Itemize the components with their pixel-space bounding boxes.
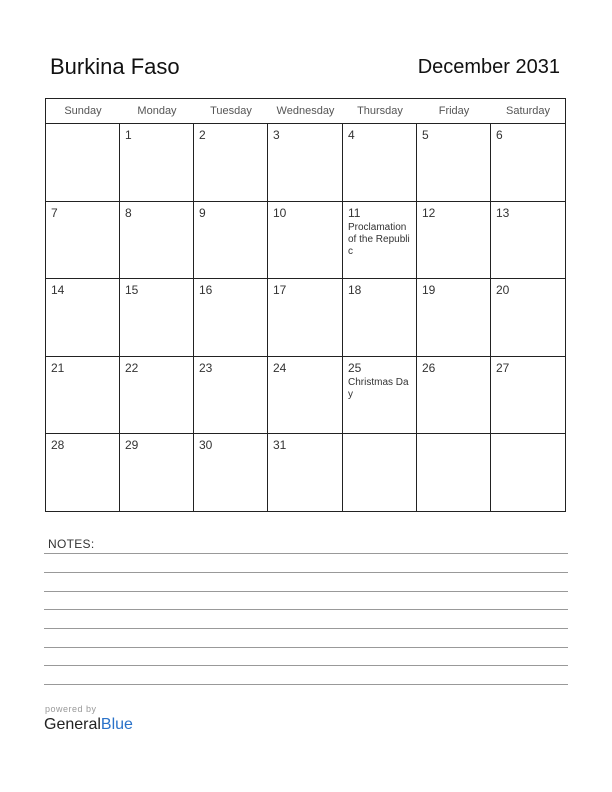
day-number: 16 <box>199 283 213 298</box>
calendar-days <box>46 124 565 512</box>
brand-logo <box>44 716 133 734</box>
holiday-label: Proclamation of the Republic <box>348 221 410 257</box>
day-cell <box>417 357 491 435</box>
day-number: 2 <box>199 128 206 142</box>
day-number: 25 <box>348 360 362 375</box>
day-number: 14 <box>51 283 65 298</box>
day-number: 28 <box>51 438 65 453</box>
day-number: 6 <box>496 128 503 142</box>
powered-by-text: powered by <box>45 704 97 714</box>
day-number: 18 <box>348 283 362 298</box>
day-number: 8 <box>125 205 132 220</box>
day-cell <box>46 202 120 280</box>
day-cell <box>268 434 343 512</box>
day-number: 31 <box>273 438 287 453</box>
weekday-label: Saturday <box>505 105 551 117</box>
note-line <box>44 553 568 554</box>
day-number: 9 <box>199 205 206 220</box>
calendar-country-title: Burkina Faso <box>50 54 180 79</box>
day-cell <box>120 357 194 435</box>
day-cell <box>491 202 565 280</box>
day-cell <box>343 434 417 512</box>
day-cell <box>343 124 417 202</box>
day-cell <box>194 357 268 435</box>
day-number: 11 <box>348 205 361 220</box>
day-number: 17 <box>273 283 287 298</box>
weekday-label: Thursday <box>357 105 403 117</box>
day-number: 3 <box>273 128 280 142</box>
day-cell <box>120 434 194 512</box>
day-cell <box>491 124 565 202</box>
weekday-label: Friday <box>438 105 470 117</box>
weekday-label: Tuesday <box>210 105 252 117</box>
day-number: 30 <box>199 438 213 453</box>
day-cell <box>417 124 491 202</box>
day-cell <box>46 279 120 357</box>
weekday-label: Wednesday <box>276 105 335 117</box>
day-cell <box>194 124 268 202</box>
day-cell <box>120 124 194 202</box>
day-number: 20 <box>496 283 510 298</box>
day-cell <box>194 434 268 512</box>
day-number: 24 <box>273 360 287 375</box>
note-line <box>44 609 568 610</box>
day-number: 1 <box>125 128 132 142</box>
day-number: 22 <box>125 360 139 375</box>
notes-label: NOTES: <box>48 537 95 551</box>
note-line <box>44 628 568 629</box>
calendar-month-title: December 2031 <box>417 56 560 78</box>
day-cell <box>46 124 120 202</box>
day-cell <box>417 279 491 357</box>
day-cell <box>343 357 417 435</box>
holiday-label: Christmas Day <box>348 376 409 400</box>
day-number: 10 <box>273 205 287 220</box>
note-line <box>44 572 568 573</box>
day-cell <box>268 202 343 280</box>
day-number: 5 <box>422 128 429 142</box>
day-cell <box>268 357 343 435</box>
weekday-header <box>46 99 565 124</box>
weekday-label: Sunday <box>64 105 102 117</box>
weekday-label: Monday <box>137 105 177 117</box>
day-cell <box>491 434 565 512</box>
day-number: 19 <box>422 283 436 298</box>
day-number: 4 <box>348 128 355 142</box>
day-cell <box>120 202 194 280</box>
note-line <box>44 684 568 685</box>
day-cell <box>491 279 565 357</box>
day-cell <box>194 202 268 280</box>
day-number: 12 <box>422 205 436 220</box>
brand-name-part2: Blue <box>100 716 133 733</box>
day-cell <box>417 434 491 512</box>
day-number: 27 <box>496 360 510 375</box>
day-number: 23 <box>199 360 213 375</box>
day-cell <box>268 279 343 357</box>
calendar-grid <box>45 98 566 512</box>
note-line <box>44 665 568 666</box>
day-cell <box>268 124 343 202</box>
day-cell <box>417 202 491 280</box>
day-cell <box>120 279 194 357</box>
day-number: 7 <box>51 205 58 220</box>
day-cell <box>46 357 120 435</box>
day-number: 15 <box>125 283 139 298</box>
day-cell <box>343 202 417 280</box>
day-cell <box>343 279 417 357</box>
brand-name-part1: General <box>44 716 101 733</box>
day-cell <box>46 434 120 512</box>
note-line <box>44 591 568 592</box>
day-number: 13 <box>496 205 510 220</box>
day-number: 26 <box>422 360 436 375</box>
day-number: 21 <box>51 360 65 375</box>
day-cell <box>194 279 268 357</box>
day-number: 29 <box>125 438 139 453</box>
day-cell <box>491 357 565 435</box>
note-line <box>44 647 568 648</box>
